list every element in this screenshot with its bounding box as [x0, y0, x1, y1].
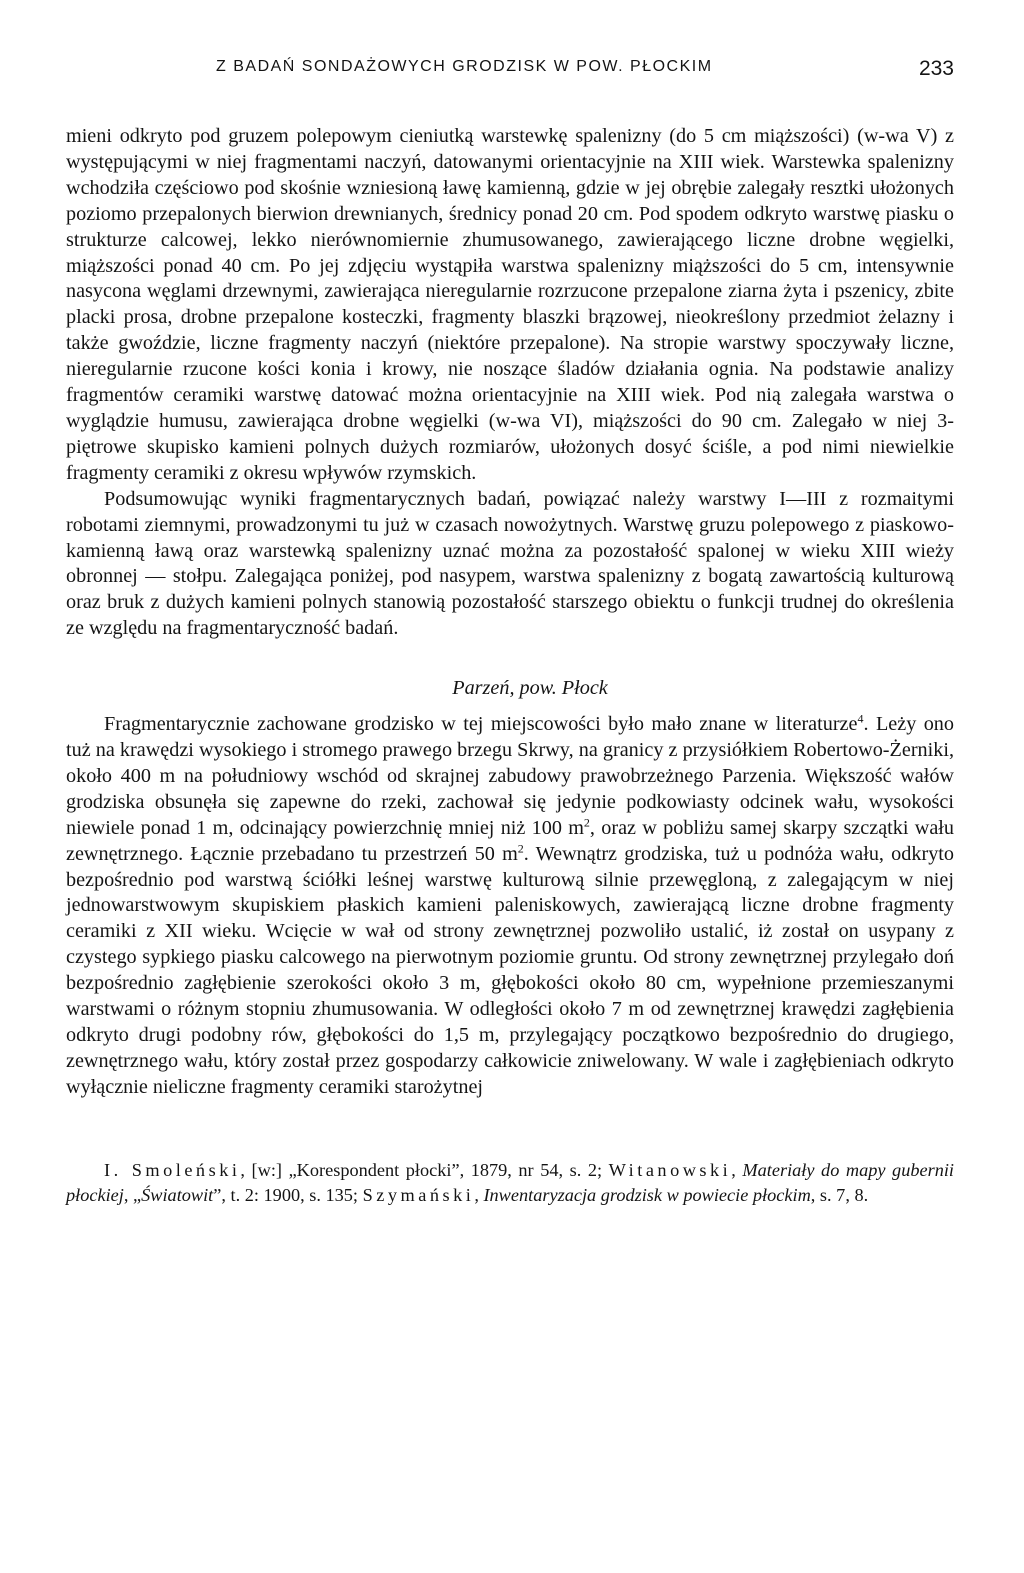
footnote-author-smolenski: I. Smoleński — [104, 1159, 241, 1180]
paragraph-1: mieni odkryto pod gruzem polepowym cieniutką warstewkę spalenizny (do 5 cm miąższości) (w-wa V) z występującymi w niej fragmentami naczyń, datowanymi orientacyjnie na XIII wiek. Warstewka spalenizny wchodziła częściowo pod skośnie wzniesioną ławę kamienną, gdzie w jej obrębie zalegały resztki ułożonych poziomo przepalonych bierwion drewnianych, średnicy ponad 20 cm. Pod spodem odkryto warstwę piasku o strukturze calcowej, lekko nierównomiernie zhumusowanego, zawierającego liczne drobne węgielki, miąższości ponad 40 cm. Po jej zdjęciu wystąpiła warstwa spalenizny miąższości do 5 cm, intensywnie nasycona węglami drzewnymi, zawierająca nieregularnie rozrzucone przepalone ziarna żyta i pszenicy, zbite placki prosa, drobne przepalone kosteczki, fragmenty blaszki brązowej, nieokreślony przedmiot żelazny i także gwoździe, liczne fragmenty naczyń (niektóre przepalone). Na stropie warstwy spoczywały liczne, nieregularnie rzucone kości konia i krowy, nie noszące śladów działania ognia. Na podstawie analizy fragmentów ceramiki warstwę datować można orientacyjnie na XIII wiek. Pod nią zalegała warstwa o wyglądzie humusu, zawierająca drobne węgielki (w-wa VI), miąższości do 90 cm. Zalegało w niej 3-piętrowe skupisko kamieni polnych dużych rozmiarów, ułożonych dosyć ściśle, a pod nimi niewielkie fragmenty ceramiki z okresu wpływów rzymskich. — [66, 125, 954, 484]
body-text — [66, 124, 954, 1101]
superscript-2-second: 2 — [517, 840, 524, 855]
footnote-text-4: ”, t. 2: 1900, s. 135; — [213, 1185, 363, 1206]
paragraph-3-text-b: , oraz w pobliżu samej skarpy szczątki wału zewnętrznego. Łącznie przebadano tu przestrzeń 50 m — [66, 816, 954, 865]
running-head — [66, 58, 954, 92]
footnote-author-witanowski: Witanowski — [608, 1159, 732, 1180]
paragraph-3-text-start: Fragmentarycznie zachowane grodzisko w tej miejscowości było mało znane w literaturze — [104, 713, 858, 736]
paragraph-3-text-a: . Leży ono tuż na krawędzi wysokiego i stromego prawego brzegu Skrwy, na granicy z przysiółkiem Robertowo-Żerniki, około 400 m na południowy wschód od skrajnej zabudowy prawobrzeżnego Parzenia. Większość wałów grodziska obsunęła się zapewne do rzeki, zachował się jedynie podkowiasty odcinek wału, wysokości niewiele ponad 1 m, odcinający powierzchnię mniej niż 100 m — [66, 713, 954, 839]
page — [66, 58, 954, 1209]
footnote-text-3: , „ — [123, 1185, 142, 1206]
paragraph-3 — [66, 712, 954, 1101]
superscript-2: 2 — [583, 815, 590, 830]
paragraph-3-text-c: . Wewnątrz grodziska, tuż u podnóża wału, odkryto bezpośrednio pod warstwą ściółki leśnej warstwę kulturową silnie przewęgloną, z zalegającym w niej jednowarstwowym skupiskiem płaskich kamieni paleniskowych, zawierającą liczne drobne fragmenty ceramiki z XII wieku. Wcięcie w wał od strony zewnętrznej pozwoliło ustalić, iż został on usypany z czystego sypkiego piasku calcowego na pierwotnym poziomie gruntu. Od strony zewnętrznej przylegało doń bezpośrednio zagłębienie szerokości około 3 m, głębokości około 80 cm, wypełnione przemieszanymi warstwami o różnym stopniu zhumusowania. W odległości około 7 m od zewnętrznej krawędzi zagłębienia odkryto drugi podobny rów, głębokości do 1,5 m, przylegający początkowo bezpośrednio do drugiego, zewnętrznego wału, który został przez gospodarzy całkowicie zniwelowany. W wale i zagłębieniach odkryto wyłącznie nieliczne fragmenty ceramiki starożytnej — [66, 842, 954, 1098]
footnote-text-2: , — [731, 1159, 743, 1180]
paragraph-2: Podsumowując wyniki fragmentarycznych badań, powiązać należy warstwy I—III z rozmaitymi robotami ziemnymi, prowadzonymi tu już w czasach nowożytnych. Warstwę gruzu polepowego z piaskowo-kamienną ławą oraz warstewką spalenizny uznać można za pozostałość spalonej w wieku XIII wieży obronnej — stołpu. Zalegająca poniżej, pod nasypem, warstwa spalenizny z bogatą zawartością kulturową oraz bruk z dużych kamieni polnych stanowią pozostałość starszego obiektu o funkcji trudnej do określenia ze względu na fragmentaryczność badań. — [66, 487, 954, 640]
footnote-journal-swiatowit: Światowit — [141, 1185, 214, 1206]
footnote-title-inwentaryzacja: Inwentaryzacja grodzisk w powiecie płockim — [483, 1185, 811, 1206]
footnote-reference: 4 — [857, 711, 864, 726]
footnote — [66, 1158, 954, 1209]
footnote-title-materialy: Materiały do mapy gubernii płockiej — [66, 1159, 954, 1206]
footnote-author-szymanski: Szymański — [362, 1185, 475, 1206]
running-title: Z BADAŃ SONDAŻOWYCH GRODZISK W POW. PŁOCKIM — [216, 58, 713, 75]
footnote-text-1: , [w:] „Korespondent płocki”, 1879, nr 54, s. 2; — [240, 1159, 609, 1180]
section-heading: Parzeń, pow. Płock — [452, 677, 608, 700]
footnote-text-5: , — [474, 1185, 484, 1206]
page-number: 233 — [918, 57, 954, 80]
footnote-text-6: , s. 7, 8. — [810, 1185, 869, 1206]
